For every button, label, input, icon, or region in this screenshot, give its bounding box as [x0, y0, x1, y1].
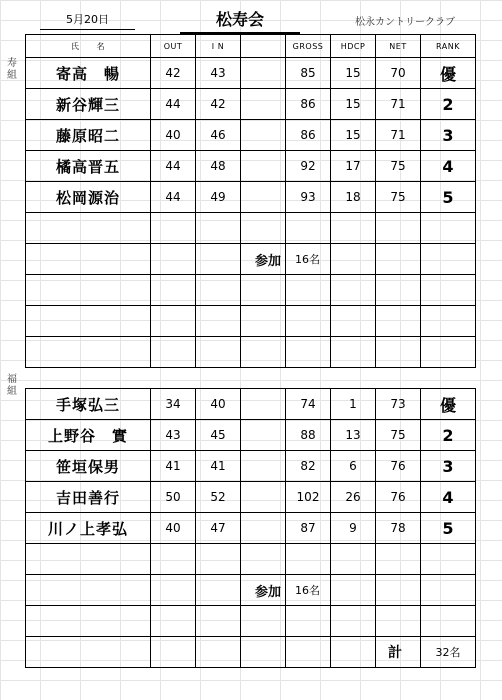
table-row — [26, 482, 476, 513]
score-out: 40 — [151, 120, 196, 151]
rank: 優 — [421, 389, 476, 420]
col-hdcp: HDCP — [331, 35, 376, 58]
score-out: 50 — [151, 482, 196, 513]
player-name: 新谷輝三 — [26, 89, 151, 120]
rank: 4 — [421, 482, 476, 513]
blank-cell — [241, 151, 286, 182]
col-rank: RANK — [421, 35, 476, 58]
col-name: 氏 名 — [26, 35, 151, 58]
table-row — [26, 420, 476, 451]
score-gross: 92 — [286, 151, 331, 182]
col-net: NET — [376, 35, 421, 58]
empty-row — [26, 606, 476, 637]
player-name: 手塚弘三 — [26, 389, 151, 420]
group-separator — [26, 368, 476, 389]
score-in: 43 — [196, 58, 241, 89]
score-hdcp: 13 — [331, 420, 376, 451]
score-in: 49 — [196, 182, 241, 213]
table-row — [26, 182, 476, 213]
blank-cell — [241, 182, 286, 213]
header-club-name: 松永カントリークラブ — [355, 17, 455, 28]
score-hdcp: 15 — [331, 58, 376, 89]
score-net: 75 — [376, 151, 421, 182]
col-out: OUT — [151, 35, 196, 58]
rank: 優 — [421, 58, 476, 89]
score-hdcp: 15 — [331, 120, 376, 151]
score-net: 76 — [376, 451, 421, 482]
score-net: 71 — [376, 89, 421, 120]
score-hdcp: 17 — [331, 151, 376, 182]
score-net: 78 — [376, 513, 421, 544]
rank: 3 — [421, 120, 476, 151]
score-out: 42 — [151, 58, 196, 89]
blank-cell — [241, 451, 286, 482]
table-row — [26, 389, 476, 420]
score-in: 48 — [196, 151, 241, 182]
score-net: 70 — [376, 58, 421, 89]
player-name: 藤原昭二 — [26, 120, 151, 151]
empty-row — [26, 544, 476, 575]
rank: 3 — [421, 451, 476, 482]
blank-cell — [241, 58, 286, 89]
total-value: 32名 — [421, 637, 476, 668]
score-in: 40 — [196, 389, 241, 420]
table-row — [26, 151, 476, 182]
empty-row — [26, 337, 476, 368]
table-row — [26, 513, 476, 544]
header-title: 松寿会 — [180, 7, 300, 34]
participation-row — [26, 575, 476, 606]
rank: 2 — [421, 89, 476, 120]
player-name: 寄高 暢 — [26, 58, 151, 89]
score-hdcp: 9 — [331, 513, 376, 544]
score-gross: 86 — [286, 120, 331, 151]
player-name: 川ノ上孝弘 — [26, 513, 151, 544]
table-row — [26, 89, 476, 120]
score-gross: 82 — [286, 451, 331, 482]
score-gross: 86 — [286, 89, 331, 120]
score-out: 40 — [151, 513, 196, 544]
player-name: 松岡源治 — [26, 182, 151, 213]
table-row — [26, 120, 476, 151]
score-hdcp: 1 — [331, 389, 376, 420]
score-gross: 87 — [286, 513, 331, 544]
header-date: 5月20日 — [40, 11, 135, 30]
empty-row — [26, 213, 476, 244]
score-in: 42 — [196, 89, 241, 120]
score-net: 76 — [376, 482, 421, 513]
empty-row — [26, 275, 476, 306]
score-in: 52 — [196, 482, 241, 513]
score-gross: 74 — [286, 389, 331, 420]
rank: 2 — [421, 420, 476, 451]
score-net: 75 — [376, 420, 421, 451]
blank-cell — [241, 89, 286, 120]
blank-cell — [241, 420, 286, 451]
participation-row — [26, 244, 476, 275]
column-header-row — [26, 35, 476, 58]
blank-cell — [241, 389, 286, 420]
participation-label: 参加 — [241, 575, 286, 606]
score-gross: 102 — [286, 482, 331, 513]
score-gross: 93 — [286, 182, 331, 213]
score-out: 44 — [151, 182, 196, 213]
participation-count: 16名 — [286, 244, 331, 275]
score-out: 41 — [151, 451, 196, 482]
score-out: 43 — [151, 420, 196, 451]
group-label-fuku: 福 組 — [7, 374, 17, 397]
participation-count: 16名 — [286, 575, 331, 606]
score-hdcp: 15 — [331, 89, 376, 120]
score-in: 45 — [196, 420, 241, 451]
player-name: 上野谷 實 — [26, 420, 151, 451]
score-in: 41 — [196, 451, 241, 482]
total-row — [26, 637, 476, 668]
score-sheet — [25, 34, 476, 668]
participation-label: 参加 — [241, 244, 286, 275]
player-name: 笹垣保男 — [26, 451, 151, 482]
table-row — [26, 451, 476, 482]
empty-row — [26, 306, 476, 337]
score-hdcp: 18 — [331, 182, 376, 213]
score-out: 44 — [151, 89, 196, 120]
score-hdcp: 26 — [331, 482, 376, 513]
score-in: 47 — [196, 513, 241, 544]
score-net: 73 — [376, 389, 421, 420]
total-label: 計 — [376, 637, 421, 668]
score-gross: 88 — [286, 420, 331, 451]
score-in: 46 — [196, 120, 241, 151]
player-name: 吉田善行 — [26, 482, 151, 513]
blank-cell — [241, 513, 286, 544]
rank: 5 — [421, 513, 476, 544]
col-gross: GROSS — [286, 35, 331, 58]
group-label-kotobuki: 寿 組 — [7, 58, 17, 81]
score-out: 34 — [151, 389, 196, 420]
score-out: 44 — [151, 151, 196, 182]
rank: 5 — [421, 182, 476, 213]
score-hdcp: 6 — [331, 451, 376, 482]
score-net: 75 — [376, 182, 421, 213]
blank-cell — [241, 482, 286, 513]
rank: 4 — [421, 151, 476, 182]
blank-cell — [241, 120, 286, 151]
player-name: 橘高晋五 — [26, 151, 151, 182]
score-net: 71 — [376, 120, 421, 151]
col-in: I N — [196, 35, 241, 58]
col-blank — [241, 35, 286, 58]
table-row — [26, 58, 476, 89]
score-gross: 85 — [286, 58, 331, 89]
